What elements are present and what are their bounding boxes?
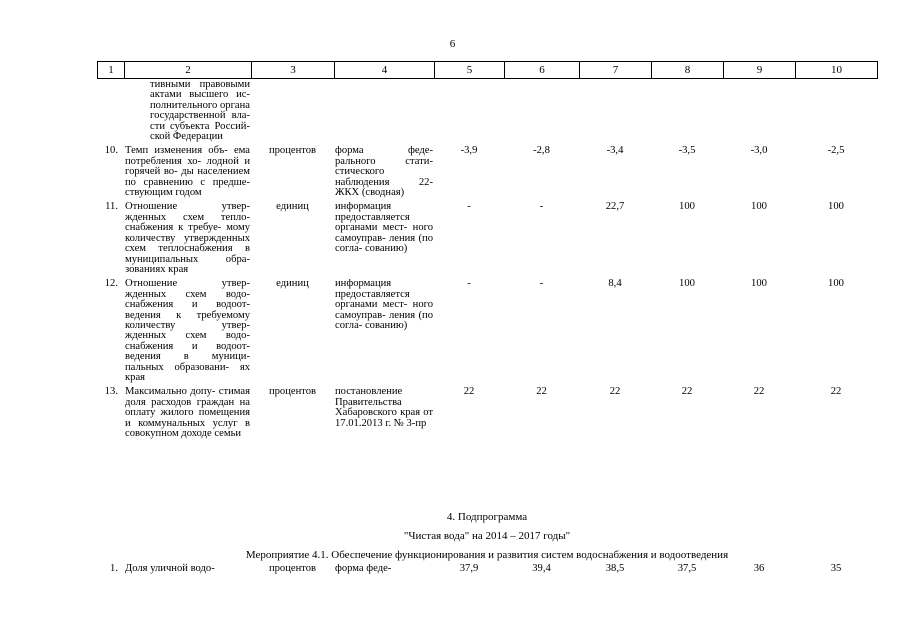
value-6: 39,4 <box>532 563 551 574</box>
value-7: 38,5 <box>605 563 625 574</box>
indicator-source: постановление Правительства Хабаровского края от 17.01.2013 г. № 3-пр <box>335 386 433 429</box>
indicator-name: Отношение утвер- жденных схем водо- снабжения и водоот- ведения к требуемому количеству утвер- жденных схем водо- снабжения и водоот- ведения в муници- пальных образовани- ях края <box>125 278 250 383</box>
page-number: 6 <box>449 38 456 50</box>
value-5: -3,9 <box>460 145 478 157</box>
table-row <box>97 383 877 439</box>
value-5: 37,9 <box>459 563 479 574</box>
col-header-2: 2 <box>125 62 252 79</box>
subprogram-name: "Чистая вода" на 2014 – 2017 годы" <box>403 530 571 542</box>
value-7: 22,7 <box>605 201 625 213</box>
indicator-name: Темп изменения объ- ема потребления хо- лодной и горячей во- ды населением по сравнению с предше- ствующим годом <box>125 145 250 199</box>
indicator-source: информация предоставляется органами мест- ного самоуправ- ления (по согла- сованию) <box>335 278 433 331</box>
value-7: -3,4 <box>606 145 624 157</box>
value-6: - <box>539 201 544 213</box>
col-header-1: 1 <box>98 62 125 79</box>
subprogram-heading <box>97 508 877 565</box>
table-row <box>97 142 877 198</box>
value-8: 37,5 <box>677 563 697 574</box>
table-row <box>97 275 877 383</box>
indicator-unit: процентов <box>268 563 317 574</box>
value-7: 22 <box>609 386 621 398</box>
continuation-row <box>97 80 877 142</box>
continuation-text: тивными правовыми актами высшего ис- полнительного органа государственной вла- сти субъекта Россий- ской Федерации <box>150 79 250 143</box>
col-header-4: 4 <box>335 62 435 79</box>
col-header-10: 10 <box>796 62 878 79</box>
table-row <box>97 198 877 275</box>
value-9: 100 <box>751 201 767 213</box>
indicator-source: форма феде- <box>335 563 392 574</box>
value-10: 22 <box>830 386 842 398</box>
indicator-unit: процентов <box>268 145 317 157</box>
value-6: -2,8 <box>533 145 550 157</box>
value-6: - <box>539 278 544 290</box>
value-7: 8,4 <box>608 278 622 290</box>
value-8: 22 <box>681 386 693 398</box>
value-8: -3,5 <box>678 145 696 157</box>
value-5: - <box>467 201 471 213</box>
value-10: 100 <box>828 278 844 290</box>
table-row <box>97 560 877 574</box>
value-5: - <box>467 278 471 290</box>
indicator-source: информация предоставляется органами мест- ного самоуправ- ления (по согла- сованию) <box>335 201 433 255</box>
row-number: 11. <box>105 201 118 213</box>
value-9: 100 <box>751 278 767 290</box>
col-header-5: 5 <box>435 62 505 79</box>
row-number: 10. <box>104 145 118 157</box>
measure-title: Мероприятие 4.1. Обеспечение функционирования и развития систем водоснабжения и водоотведения <box>245 549 729 561</box>
indicator-table <box>97 80 877 439</box>
column-header-row <box>97 61 878 79</box>
value-8: 100 <box>679 201 695 213</box>
indicator-unit: процентов <box>268 386 317 398</box>
measure-table <box>97 560 877 574</box>
indicator-name: Доля уличной водо- <box>125 563 215 574</box>
value-10: 100 <box>828 201 844 213</box>
indicator-name: Отношение утвер- жденных схем тепло- снабжения к требуе- мому количеству утвержденных схем теплоснабжения в муниципальных обра- зованиях края <box>125 201 250 275</box>
indicator-unit: единиц <box>276 278 309 290</box>
col-header-3: 3 <box>252 62 335 79</box>
subprogram-title: 4. Подпрограмма <box>446 511 528 523</box>
value-8: 100 <box>679 278 695 290</box>
row-number: 13. <box>104 386 118 398</box>
value-10: 35 <box>830 563 842 574</box>
col-header-9: 9 <box>724 62 796 79</box>
value-9: -3,0 <box>750 145 768 157</box>
indicator-name: Максимально допу- стимая доля расходов граждан на оплату жилого помещения и коммунальных услуг в совокупном доходе семьи <box>125 386 250 439</box>
value-9: 36 <box>753 563 765 574</box>
row-number: 12. <box>104 278 118 290</box>
row-number: 1. <box>110 563 118 574</box>
indicator-unit: единиц <box>276 201 309 213</box>
value-6: 22 <box>536 386 547 398</box>
indicator-source: форма феде- рального стати- стического наблюдения 22- ЖКХ (сводная) <box>335 145 433 199</box>
col-header-6: 6 <box>505 62 580 79</box>
value-10: -2,5 <box>827 145 845 157</box>
value-9: 22 <box>753 386 765 398</box>
value-5: 22 <box>463 386 475 398</box>
col-header-8: 8 <box>652 62 724 79</box>
col-header-7: 7 <box>580 62 652 79</box>
